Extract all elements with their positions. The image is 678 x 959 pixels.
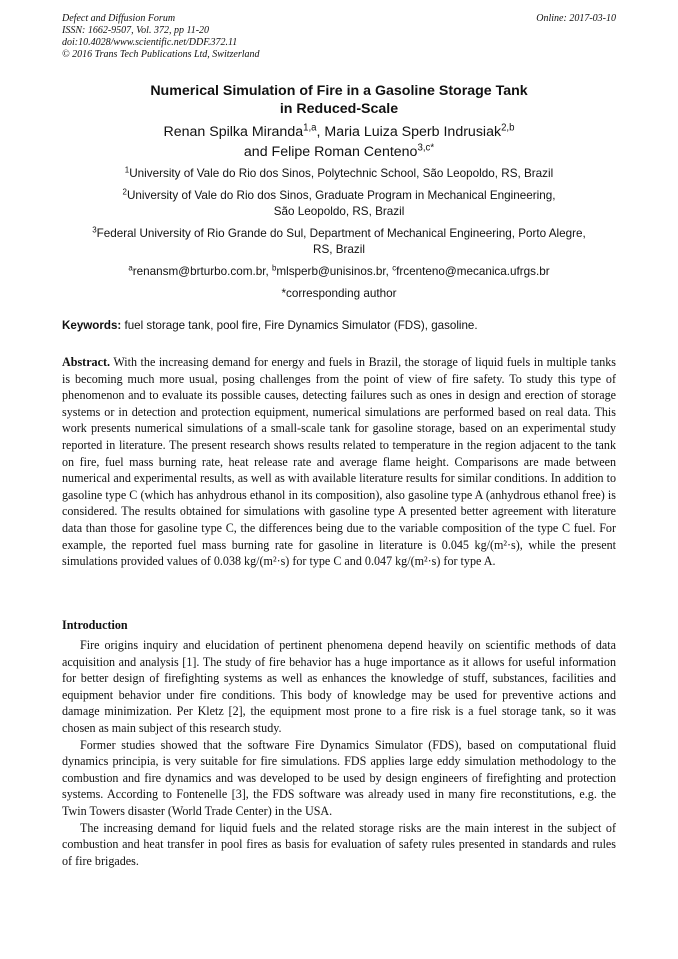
author-3: Felipe Roman Centeno [271, 144, 418, 160]
intro-paragraph-2: Former studies showed that the software Fire Dynamics Simulator (FDS), based on computational fluid dynamics principia, is very suitable for fire simulations. FDS applies large eddy simulation methodology to the combustion and fire dynamics and was developed to be used by design engineers of firefighting and protection systems. According to Fontenelle [3], the FDS software was already used in many fire reconstitutions, e.g. the Twin Towers disaster (World Trade Center) in the USA. [62, 737, 616, 818]
author-1: Renan Spilka Miranda [163, 124, 304, 140]
author-separator: , [316, 124, 325, 140]
email-b-mark: b [271, 263, 277, 273]
intro-paragraph-3: The increasing demand for liquid fuels and the related storage risks are the main interest in the subject of combustion and heat transfer in pool fires as basis for evaluation of safety rules presented in standards and rules of fire brigades. [62, 820, 616, 868]
affiliation-3-line-1: Federal University of Rio Grande do Sul, Department of Mechanical Engineering, Porto Alegre, [96, 227, 586, 240]
author-3-affil: 3,c* [417, 142, 435, 154]
copyright-line: © 2016 Trans Tech Publications Ltd, Switzerland [62, 49, 260, 60]
keywords [62, 318, 616, 334]
abstract-label: Abstract. [62, 355, 111, 369]
paper-title [62, 82, 616, 118]
affiliation-3-mark: 3 [92, 225, 97, 235]
journal-header [62, 13, 616, 61]
issn-line: ISSN: 1662-9507, Vol. 372, pp 11-20 [62, 25, 210, 36]
doi-line[interactable]: doi:10.4028/www.scientific.net/DDF.372.11 [62, 37, 238, 48]
email-c[interactable]: frcenteno@mecanica.ufrgs.br [396, 265, 550, 278]
affiliation-1-mark: 1 [124, 165, 130, 175]
email-b[interactable]: mlsperb@unisinos.br, [276, 265, 393, 278]
online-date: Online: 2017-03-10 [536, 13, 616, 24]
intro-paragraph-1: Fire origins inquiry and elucidation of pertinent phenomena depend heavily on scientific methods of data acquisition and analysis [1]. The study of fire behavior has a huge importance as it allows for useful information for better design of firefighting systems as well as enhances the knowledge of stuff, substances, facilities and equipment behavior under fire conditions. This body of knowledge may be used for preventive actions and damage minimization. Per Kletz [2], the equipment most prone to a fire risk is a fuel storage tank, so it was chosen as main subject of this research study. [62, 638, 616, 735]
email-list [62, 264, 616, 280]
affiliation-3-line-2: RS, Brazil [313, 243, 365, 256]
affiliations [62, 166, 616, 308]
abstract-text: With the increasing demand for energy and fuels in Brazil, the storage of liquid fuels in multiple tanks is becoming much more usual, posing challenges from the point of view of fire safety. To study this type of phenomenon and to evaluate its possible causes, detecting failures such as ones in design and erection of storage systems or in detection and protection equipment, numerical simulations are performed based on real data. This work presents numerical simulations of a small-scale tank for gasoline storage, based on an experimental study reported in literature. The present research shows results related to temperature in the region adjacent to the tank on fire, fuel mass burning rate, heat release rate and average flame height. Comparisons are made between numerical and experimental results, as well as with available literature results for similar conditions. In addition to gasoline type C (which has anhydrous ethanol in its composition), also gasoline type A (anhydrous ethanol free) is considered. The results obtained for simulations with gasoline type A presented better agreement with literature data than those for gasoline type C, the differences being due to the variable composition of the type C fuel. For example, the reported fuel mass burning rate for gasoline in literature is 0.045 kg/(m²·s), while the present simulations provided values of 0.038 kg/(m²·s) for type C and 0.047 kg/(m²·s) for type A. [62, 355, 616, 569]
author-2: Maria Luiza Sperb Indrusiak [324, 124, 502, 140]
affiliation-2-mark: 2 [122, 187, 127, 197]
affiliation-2-line-1: University of Vale do Rio dos Sinos, Graduate Program in Mechanical Engineering, [126, 189, 556, 202]
affiliation-3 [62, 226, 616, 258]
introduction-heading: Introduction [62, 618, 128, 632]
introduction-body [62, 637, 616, 869]
affiliation-1 [62, 166, 616, 182]
email-c-mark: c [392, 263, 397, 273]
title-line-2: in Reduced-Scale [279, 101, 399, 117]
journal-name: Defect and Diffusion Forum [62, 13, 176, 24]
corresponding-author-note: *corresponding author [281, 287, 397, 300]
author-list [62, 122, 616, 162]
author-2-affil: 2,b [501, 122, 515, 134]
abstract [62, 354, 616, 570]
title-line-1: Numerical Simulation of Fire in a Gasoline Storage Tank [150, 83, 528, 99]
author-1-affil: 1,a [303, 122, 317, 134]
affiliation-1-text: University of Vale do Rio dos Sinos, Polytechnic School, São Leopoldo, RS, Brazil [129, 167, 554, 180]
keywords-text: fuel storage tank, pool fire, Fire Dynamics Simulator (FDS), gasoline. [121, 319, 478, 332]
email-a-mark: a [128, 263, 133, 273]
email-a[interactable]: renansm@brturbo.com.br, [132, 265, 272, 278]
affiliation-2 [62, 188, 616, 220]
author-and: and [243, 144, 272, 160]
affiliation-2-line-2: São Leopoldo, RS, Brazil [273, 205, 405, 218]
keywords-label: Keywords: [62, 319, 122, 332]
